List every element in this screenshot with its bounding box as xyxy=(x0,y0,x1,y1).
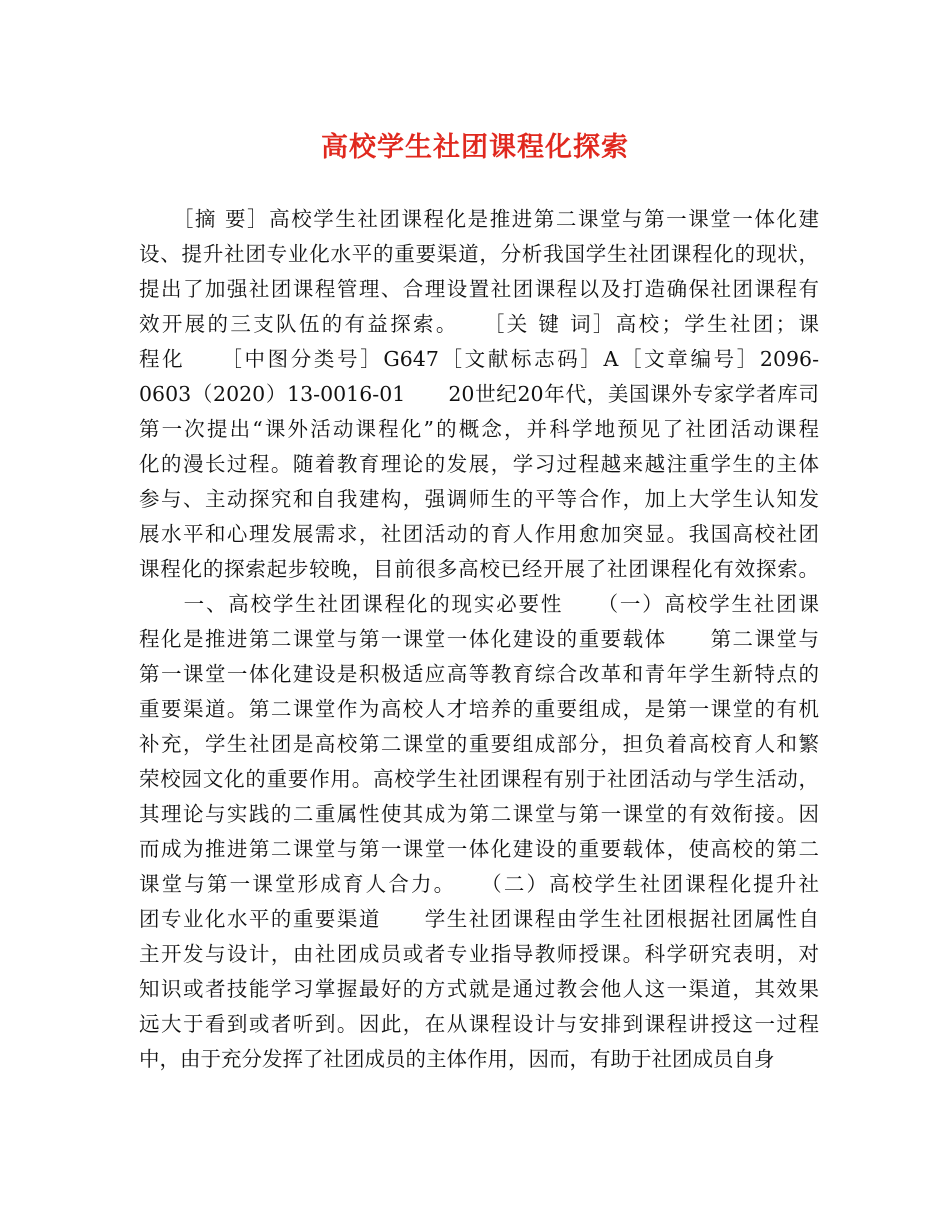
body-line: ［摘 要］高校学生社团课程化是推进第二课堂与第一课堂一体化建 xyxy=(139,207,819,231)
document-body xyxy=(139,202,819,1077)
document-title: 高校学生社团课程化探索 xyxy=(321,132,629,163)
body-line: 主开发与设计，由社团成员或者专业指导教师授课。科学研究表明，对 xyxy=(139,942,819,966)
body-line: 第一次提出“课外活动课程化”的概念，并科学地预见了社团活动课程 xyxy=(139,417,819,441)
body-line: 荣校园文化的重要作用。高校学生社团课程有别于社团活动与学生活动， xyxy=(139,767,819,791)
body-line: 中，由于充分发挥了社团成员的主体作用，因而，有助于社团成员自身 xyxy=(139,1047,775,1071)
body-line: 0603（2020）13-0016-01 20世纪20年代，美国课外专家学者库司 xyxy=(139,382,819,406)
body-line: 课堂与第一课堂形成育人合力。 （二）高校学生社团课程化提升社 xyxy=(139,872,819,896)
body-line: 第一课堂一体化建设是积极适应高等教育综合改革和青年学生新特点的 xyxy=(139,662,819,686)
body-line: 知识或者技能学习掌握最好的方式就是通过教会他人这一渠道，其效果 xyxy=(139,977,819,1001)
body-line: 团专业化水平的重要渠道 学生社团课程由学生社团根据社团属性自 xyxy=(139,907,819,931)
body-line: 远大于看到或者听到。因此，在从课程设计与安排到课程讲授这一过程 xyxy=(139,1012,819,1036)
body-line: 课程化的探索起步较晚，目前很多高校已经开展了社团课程化有效探索。 xyxy=(139,557,819,581)
body-line: 其理论与实践的二重属性使其成为第二课堂与第一课堂的有效衔接。因 xyxy=(139,802,819,826)
body-line: 设、提升社团专业化水平的重要渠道，分析我国学生社团课程化的现状， xyxy=(139,242,819,266)
body-line: 参与、主动探究和自我建构，强调师生的平等合作，加上大学生认知发 xyxy=(139,487,819,511)
body-line: 补充，学生社团是高校第二课堂的重要组成部分，担负着高校育人和繁 xyxy=(139,732,819,756)
body-line: 而成为推进第二课堂与第一课堂一体化建设的重要载体，使高校的第二 xyxy=(139,837,819,861)
body-line: 化的漫长过程。随着教育理论的发展，学习过程越来越注重学生的主体 xyxy=(139,452,819,476)
body-line: 展水平和心理发展需求，社团活动的育人作用愈加突显。我国高校社团 xyxy=(139,522,819,546)
body-line: 一、高校学生社团课程化的现实必要性 （一）高校学生社团课 xyxy=(139,592,819,616)
body-line: 程化是推进第二课堂与第一课堂一体化建设的重要载体 第二课堂与 xyxy=(139,627,819,651)
body-line: 重要渠道。第二课堂作为高校人才培养的重要组成，是第一课堂的有机 xyxy=(139,697,819,721)
body-line: 效开展的三支队伍的有益探索。 ［关 键 词］高校；学生社团；课 xyxy=(139,312,819,336)
body-line: 程化 ［中图分类号］G647［文献标志码］A［文章编号］2096- xyxy=(139,347,819,371)
body-line: 提出了加强社团课程管理、合理设置社团课程以及打造确保社团课程有 xyxy=(139,277,819,301)
